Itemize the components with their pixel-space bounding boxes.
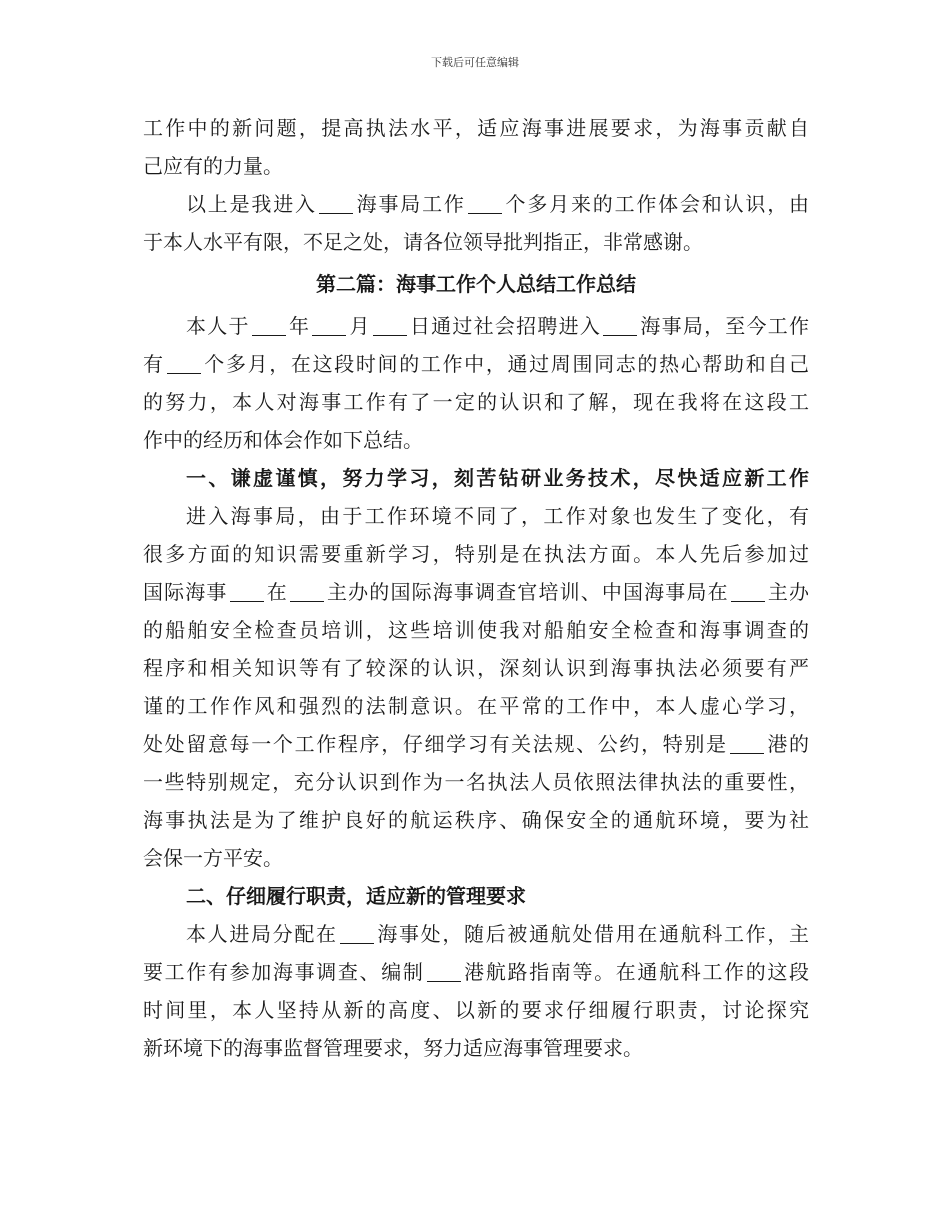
- paragraph-line: [143, 185, 809, 223]
- paragraph-line: [143, 223, 809, 261]
- paragraph-line: [143, 649, 809, 687]
- text-segment: 海事局，至今工作: [639, 314, 810, 338]
- fill-in-blank: [603, 315, 637, 336]
- text-segment: 要工作有参加海事调查、编制: [143, 960, 425, 984]
- text-segment: 程序和相关知识等有了较深的认识，深刻认识到海事执法必须要有严: [143, 656, 809, 680]
- text-segment: 的船舶安全检查员培训，这些培训使我对船舶安全检查和海事调查的: [143, 618, 809, 642]
- paragraph-line: [143, 345, 809, 383]
- paragraph-line: [143, 307, 809, 345]
- document-body: [143, 109, 809, 1067]
- text-segment: 海事执法是为了维护良好的航运秩序、确保安全的通航环境，要为社: [143, 808, 809, 832]
- paragraph-line: [143, 421, 809, 459]
- text-segment: 很多方面的知识需要重新学习，特别是在执法方面。本人先后参加过: [143, 542, 809, 566]
- fill-in-blank: [312, 315, 346, 336]
- text-segment: 一、谦虚谨慎，努力学习，刻苦钻研业务技术，尽快适应新工作: [186, 466, 809, 490]
- paragraph-line: [143, 497, 809, 535]
- text-segment: 本人进局分配在: [186, 922, 338, 946]
- fill-in-blank: [373, 315, 407, 336]
- paragraph-line: [143, 1029, 809, 1067]
- text-segment: 海事处，随后被通航处借用在通航科工作，主: [375, 922, 810, 946]
- fill-in-blank: [252, 315, 286, 336]
- text-segment: 的努力，本人对海事工作有了一定的认识和了解，现在我将在这段工: [143, 390, 809, 414]
- fill-in-blank: [730, 733, 764, 754]
- subsection-heading: [143, 459, 809, 497]
- fill-in-blank: [731, 581, 765, 602]
- text-segment: 港的: [765, 732, 810, 756]
- text-segment: 本人于: [186, 314, 250, 338]
- paragraph-line: [143, 953, 809, 991]
- text-segment: 于本人水平有限，不足之处，请各位领导批判指正，非常感谢。: [143, 230, 703, 254]
- text-segment: 处处留意每一个工作程序，仔细学习有关法规、公约，特别是: [143, 732, 728, 756]
- paragraph-line: [143, 725, 809, 763]
- paragraph-line: [143, 573, 809, 611]
- text-segment: 年: [287, 314, 311, 338]
- subsection-heading: [143, 877, 809, 915]
- paragraph-line: [143, 915, 809, 953]
- paragraph-line: [143, 535, 809, 573]
- paragraph-line: [143, 687, 809, 725]
- text-segment: 作中的经历和体会作如下总结。: [143, 428, 423, 452]
- text-segment: 会保一方平安。: [143, 846, 283, 870]
- text-segment: 主办: [766, 580, 810, 604]
- text-segment: 新环境下的海事监督管理要求，努力适应海事管理要求。: [143, 1036, 643, 1060]
- text-segment: 第二篇：海事工作个人总结工作总结: [316, 272, 636, 296]
- text-segment: 日通过社会招聘进入: [408, 314, 602, 338]
- paragraph-line: [143, 383, 809, 421]
- text-segment: 工作中的新问题，提高执法水平，适应海事进展要求，为海事贡献自: [143, 116, 809, 140]
- text-segment: 一些特别规定，充分认识到作为一名执法人员依照法律执法的重要性，: [143, 770, 809, 794]
- text-segment: 在: [265, 580, 288, 604]
- text-segment: 港航路指南等。在通航科工作的这段: [462, 960, 810, 984]
- paragraph-line: [143, 839, 809, 877]
- text-segment: 进入海事局，由于工作环境不同了，工作对象也发生了变化，有: [186, 504, 809, 528]
- section-heading: [143, 265, 809, 303]
- paragraph-line: [143, 611, 809, 649]
- fill-in-blank: [167, 353, 201, 374]
- text-segment: 国际海事: [143, 580, 228, 604]
- text-segment: 个多月，在这段时间的工作中，通过周围同志的热心帮助和自己: [202, 352, 810, 376]
- paragraph-line: [143, 109, 809, 147]
- text-segment: 二、仔细履行职责，适应新的管理要求: [186, 884, 526, 908]
- text-segment: 主办的国际海事调查官培训、中国海事局在: [325, 580, 729, 604]
- fill-in-blank: [230, 581, 264, 602]
- paragraph-line: [143, 763, 809, 801]
- fill-in-blank: [427, 961, 461, 982]
- text-segment: 个多月来的工作体会和认识，由: [503, 192, 810, 216]
- text-segment: 时间里，本人坚持从新的高度、以新的要求仔细履行职责，讨论探究: [143, 998, 809, 1022]
- text-segment: 己应有的力量。: [143, 154, 283, 178]
- text-segment: 谨的工作作风和强烈的法制意识。在平常的工作中，本人虚心学习，: [143, 694, 809, 718]
- fill-in-blank: [468, 193, 502, 214]
- page-header-note: 下载后可任意编辑: [431, 56, 519, 69]
- paragraph-line: [143, 991, 809, 1029]
- fill-in-blank: [290, 581, 324, 602]
- text-segment: 海事局工作: [354, 192, 466, 216]
- text-segment: 有: [143, 352, 165, 376]
- paragraph-line: [143, 801, 809, 839]
- paragraph-line: [143, 147, 809, 185]
- text-segment: 月: [348, 314, 371, 338]
- text-segment: 以上是我进入: [186, 192, 317, 216]
- fill-in-blank: [319, 193, 353, 214]
- fill-in-blank: [340, 923, 374, 944]
